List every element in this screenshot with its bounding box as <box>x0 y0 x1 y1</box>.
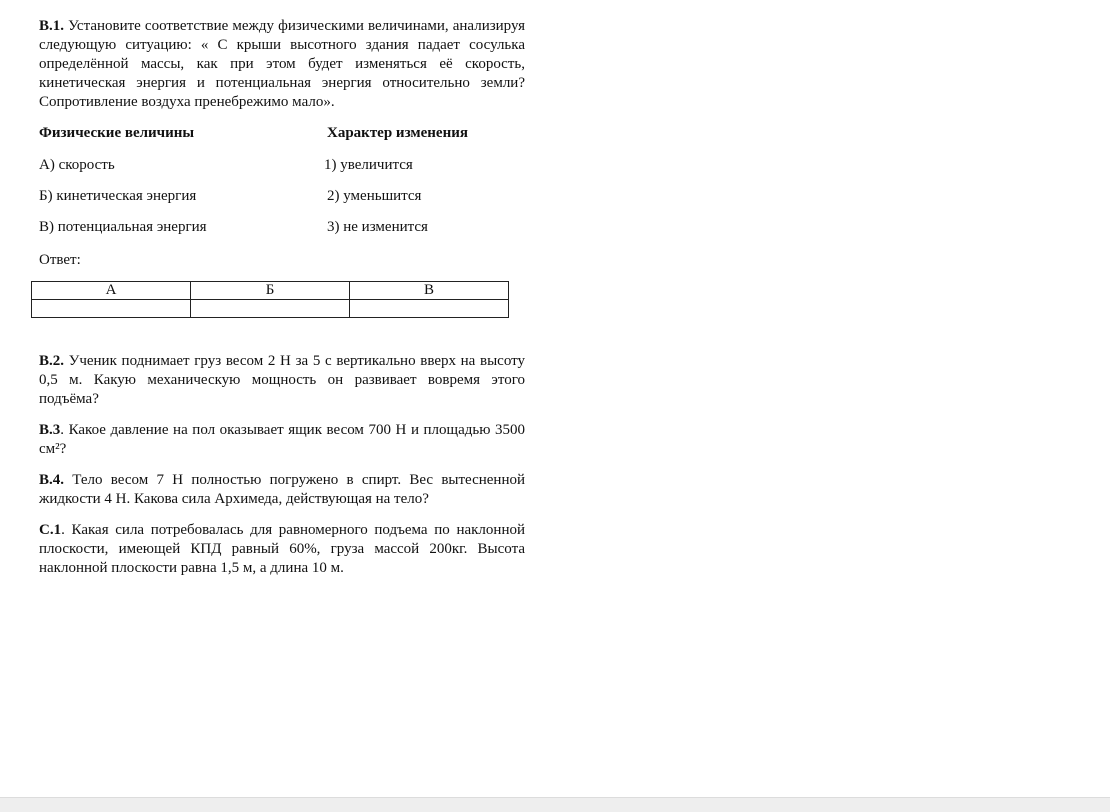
task-b4-text: Тело весом 7 Н полностью погружено в спирт. Вес вытесненной жидкости 4 Н. Какова сила Архимеда, действующая на тело? <box>39 472 525 507</box>
task-b2-text: Ученик поднимает груз весом 2 Н за 5 с вертикально вверх на высоту 0,5 м. Какую механическую мощность он развивает вовремя этого подъёма? <box>39 353 525 407</box>
task-b3-number: В.3 <box>39 422 61 438</box>
task-b1-number: В.1. <box>39 18 65 34</box>
task-b3 <box>39 421 525 459</box>
change-item: 3) не изменится <box>327 219 428 235</box>
answer-value-cell[interactable] <box>191 300 350 318</box>
answer-table <box>31 281 509 318</box>
quantity-item: Б) кинетическая энергия <box>39 188 197 204</box>
answer-table-value-row <box>32 300 509 318</box>
column-header-quantities: Физические величины <box>39 125 195 141</box>
answer-label: Ответ: <box>39 252 81 268</box>
task-c1-number: С.1 <box>39 522 62 538</box>
quantity-item: А) скорость <box>39 157 115 173</box>
task-b2-number: В.2. <box>39 353 65 369</box>
change-item: 2) уменьшится <box>327 188 422 204</box>
task-b1 <box>39 17 525 112</box>
answer-header-cell: В <box>350 282 509 300</box>
column-header-changes: Характер изменения <box>327 125 468 141</box>
task-c1 <box>39 521 525 578</box>
task-b4 <box>39 471 525 509</box>
answer-value-cell[interactable] <box>32 300 191 318</box>
task-c1-text: . Какая сила потребовалась для равномерного подъема по наклонной плоскости, имеющей КПД равный 60%, груза массой 200кг. Высота наклонной плоскости равна 1,5 м, а длина 10 м. <box>39 522 525 576</box>
answer-table-header-row <box>32 282 509 300</box>
answer-header-cell: А <box>32 282 191 300</box>
horizontal-scrollbar[interactable] <box>0 797 1110 812</box>
task-b1-text: Установите соответствие между физическими величинами, анализируя следующую ситуацию: « С крыши высотного здания падает сосулька определённой массы, как при этом будет изменяться её скорость, кинетическая энергия и потенциальная энергия относительно земли? Сопротивление воздуха пренебрежимо мало». <box>39 18 526 110</box>
answer-value-cell[interactable] <box>350 300 509 318</box>
answer-header-cell: Б <box>191 282 350 300</box>
change-item: 1) увеличится <box>324 157 413 173</box>
task-b4-number: В.4. <box>39 472 65 488</box>
quantity-item: В) потенциальная энергия <box>39 219 207 235</box>
task-b2 <box>39 352 525 409</box>
task-b3-text: . Какое давление на пол оказывает ящик весом 700 Н и площадью 3500 см²? <box>39 422 525 457</box>
